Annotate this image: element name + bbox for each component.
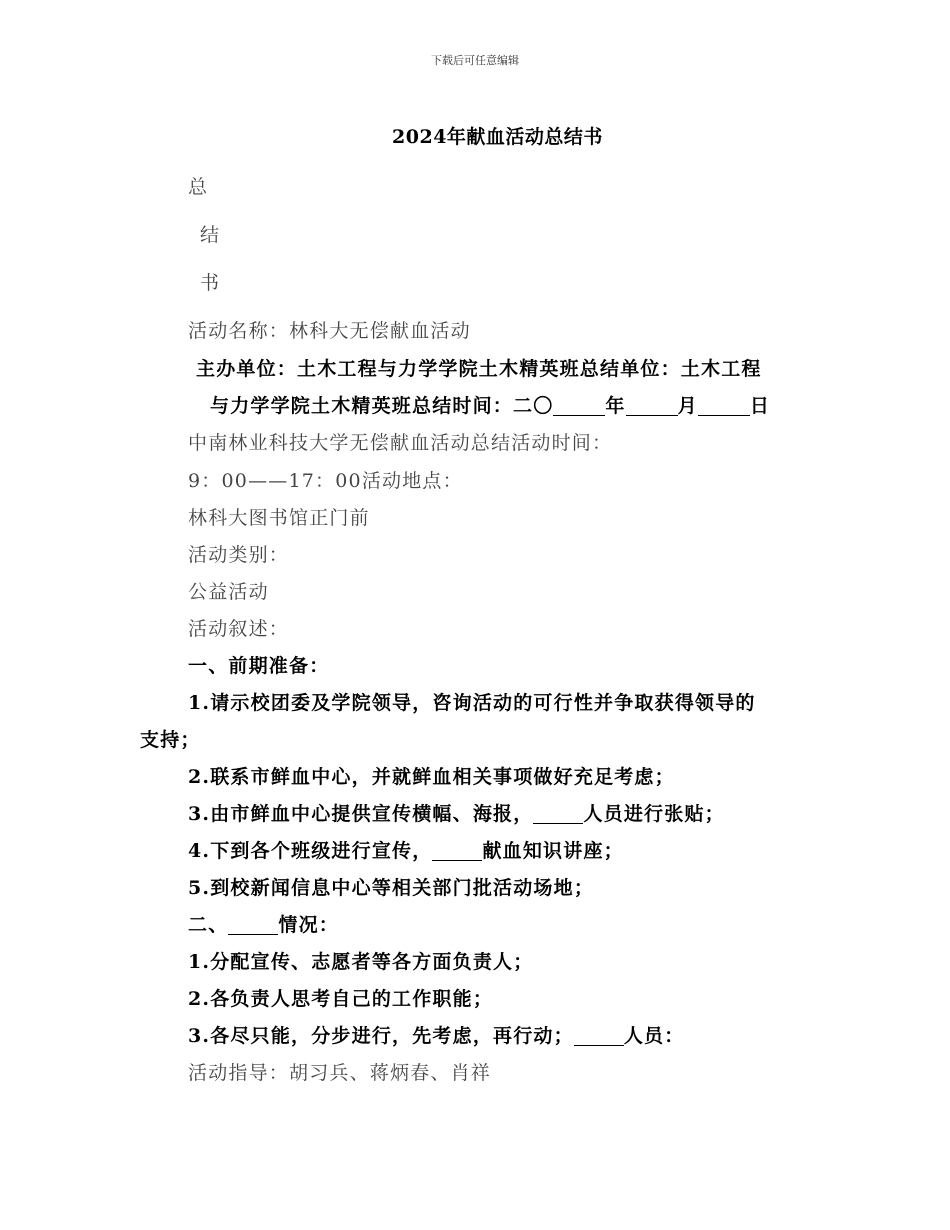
organizer-line-2-prefix: 与力学学院土木精英班总结时间：二〇 xyxy=(210,395,554,417)
organizer-line-2 xyxy=(210,397,770,416)
category-value: 公益活动 xyxy=(188,581,269,603)
prep-item-3-blank xyxy=(533,805,583,824)
prep-item-3 xyxy=(188,805,725,824)
situation-item-3-blank xyxy=(574,1027,624,1046)
year-blank xyxy=(553,397,605,416)
prep-item-2: 2.联系市鲜血中心，并就鲜血相关事项做好充足考虑； xyxy=(188,766,675,788)
category-label: 活动类别： xyxy=(188,544,290,566)
year-label: 年 xyxy=(605,395,626,417)
prep-item-3-suffix: 人员进行张贴； xyxy=(583,803,725,825)
situation-item-1: 1.分配宣传、志愿者等各方面负责人； xyxy=(188,951,534,973)
activity-name: 活动名称：林科大无偿献血活动 xyxy=(188,320,471,342)
document-title: 2024年献血活动总结书 xyxy=(392,126,603,148)
section-2-suffix: 情况： xyxy=(278,914,340,936)
situation-item-3-prefix: 3.各尽只能，分步进行，先考虑，再行动； xyxy=(188,1025,574,1047)
month-label: 月 xyxy=(677,395,698,417)
prep-item-4-suffix: 献血知识讲座； xyxy=(482,840,624,862)
vertical-title-char-1: 总 xyxy=(188,176,209,198)
organizer-line-1: 主办单位：土木工程与力学学院土木精英班总结单位：土木工程 xyxy=(196,358,762,380)
vertical-title-char-3: 书 xyxy=(200,272,221,294)
time-line: 9：00——17：00活动地点： xyxy=(188,470,463,492)
vertical-title-char-2: 结 xyxy=(200,224,221,246)
section-2-prefix: 二、 xyxy=(188,914,229,936)
description-label: 活动叙述： xyxy=(188,618,290,640)
school-line: 中南林业科技大学无偿献血活动总结活动时间： xyxy=(188,432,613,454)
day-label: 日 xyxy=(749,395,771,417)
section-1-heading: 一、前期准备： xyxy=(188,655,330,677)
prep-item-1-line-1: 1.请示校团委及学院领导，咨询活动的可行性并争取获得领导的 xyxy=(188,692,756,714)
situation-item-3 xyxy=(188,1027,684,1046)
location: 林科大图书馆正门前 xyxy=(188,507,370,529)
prep-item-3-prefix: 3.由市鲜血中心提供宣传横幅、海报， xyxy=(188,803,534,825)
activity-guide: 活动指导：胡习兵、蒋炳春、肖祥 xyxy=(188,1062,492,1084)
prep-item-4-blank xyxy=(432,842,482,861)
section-2-blank xyxy=(228,916,278,935)
prep-item-1-line-2: 支持； xyxy=(140,729,201,751)
prep-item-5: 5.到校新闻信息中心等相关部门批活动场地； xyxy=(188,877,595,899)
day-blank xyxy=(698,397,750,416)
prep-item-4 xyxy=(188,842,624,861)
download-note: 下载后可任意编辑 xyxy=(431,54,519,67)
situation-item-2: 2.各负责人思考自己的工作职能； xyxy=(188,988,494,1010)
section-2-heading xyxy=(188,916,339,935)
situation-item-3-suffix: 人员： xyxy=(623,1025,685,1047)
prep-item-4-prefix: 4.下到各个班级进行宣传， xyxy=(188,840,433,862)
month-blank xyxy=(626,397,678,416)
